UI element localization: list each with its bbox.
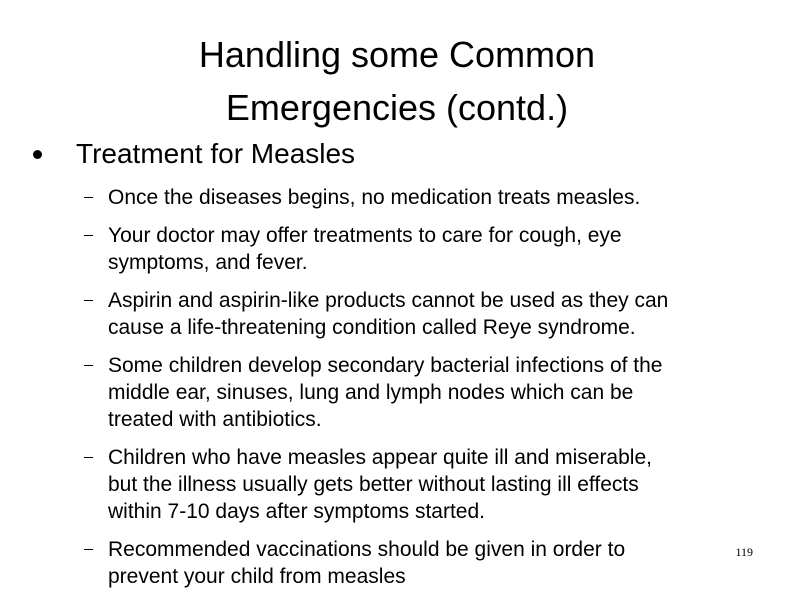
sub-bullet-text: Once the diseases begins, no medication treats measles. — [108, 186, 641, 209]
sub-bullet-text: Children who have measles appear quite ill and miserable, but the illness usually gets better without lasting ill effects within 7-10 days after symptoms started. — [108, 446, 652, 523]
page-number: 119 — [735, 545, 753, 559]
dash-icon — [84, 365, 93, 366]
dash-icon — [84, 300, 93, 301]
sub-bullet-item — [80, 222, 740, 276]
bullet-dot-icon — [33, 150, 42, 159]
sub-bullet-text: Recommended vaccinations should be given in order to prevent your child from measles — [108, 538, 626, 588]
sub-bullet-item — [80, 444, 740, 525]
slide-title-line-1: Handling some Common — [198, 34, 596, 75]
slide-title — [40, 28, 754, 134]
slide-title-line-2: Emergencies (contd.) — [225, 87, 569, 128]
dash-icon — [84, 197, 93, 198]
dash-icon — [84, 457, 93, 458]
sub-bullet-text: Your doctor may offer treatments to care for cough, eye symptoms, and fever. — [108, 224, 622, 274]
sub-bullet-text: Some children develop secondary bacterial infections of the middle ear, sinuses, lung and lymph nodes which can be treated with antibiotics. — [108, 354, 663, 431]
sub-bullet-text: Aspirin and aspirin-like products cannot be used as they can cause a life-threatening condition called Reye syndrome. — [108, 289, 669, 339]
sub-bullet-item — [80, 184, 740, 211]
dash-icon — [84, 549, 93, 550]
main-bullet-text: Treatment for Measles — [76, 138, 356, 169]
sub-bullet-item — [80, 536, 740, 590]
sub-bullet-item — [80, 287, 740, 341]
sub-bullet-item — [80, 352, 740, 433]
sub-bullet-list — [80, 184, 740, 601]
dash-icon — [84, 235, 93, 236]
main-bullet — [30, 136, 630, 172]
